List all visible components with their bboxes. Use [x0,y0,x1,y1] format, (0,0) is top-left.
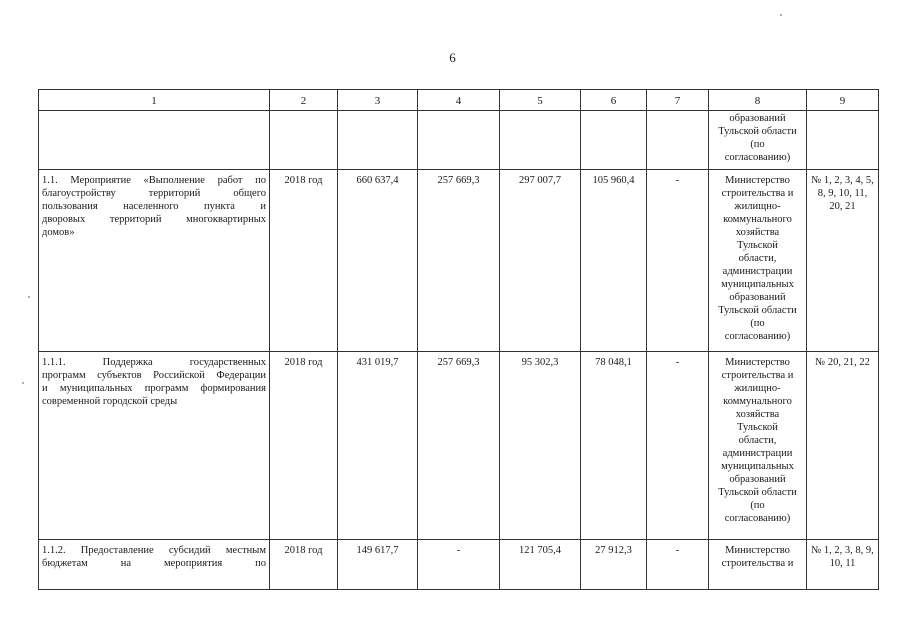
responsible-line: согласованию) [724,331,791,342]
responsible-line: Министерство [725,357,790,368]
indicators-line: 10, 11 [829,558,856,569]
responsible-line: Тульской [737,240,778,251]
name-line: программ субъектов Российской Федерации [42,370,266,381]
indicators-line: 8, 9, 10, 11, [817,188,868,199]
regional-cell: 95 302,3 [500,352,581,540]
responsible-cell [709,170,807,352]
responsible-line: образований [729,474,786,485]
other-cell: - [647,352,709,540]
total-cell: 431 019,7 [338,352,418,540]
indicators-cell [807,540,879,590]
table-row [39,170,879,352]
header-row [39,90,879,111]
responsible-line: области, [738,253,777,264]
regional-cell: 121 705,4 [500,540,581,590]
responsible-line: Тульской [737,422,778,433]
responsible-cell [709,111,807,170]
scan-speck [780,14,782,16]
federal-cell [418,111,500,170]
responsible-line: (по [750,139,765,150]
responsible-line: (по [750,318,765,329]
header-cell: 4 [418,90,500,111]
responsible-line: Тульской области [718,305,797,316]
name-cell [39,111,270,170]
local-cell: 105 960,4 [581,170,647,352]
regional-cell [500,111,581,170]
responsible-line: согласованию) [724,152,791,163]
header-cell: 2 [270,90,338,111]
responsible-line: хозяйства [735,227,780,238]
federal-cell: 257 669,3 [418,170,500,352]
responsible-line: Министерство [725,175,790,186]
name-line: домов» [42,227,75,238]
responsible-line: области, [738,435,777,446]
responsible-line: муниципальных [721,461,794,472]
responsible-line: строительства и [721,558,794,569]
name-line: бюджетам на мероприятия по [42,558,266,569]
indicators-line: № 1, 2, 3, 8, 9, [811,545,874,556]
name-cell [39,540,270,590]
continuation-row [39,111,879,170]
federal-cell: 257 669,3 [418,352,500,540]
responsible-line: образований [729,292,786,303]
other-cell [647,111,709,170]
responsible-cell [709,540,807,590]
name-cell [39,170,270,352]
responsible-line: администрации [722,266,793,277]
responsible-line: жилищно- [734,201,781,212]
scan-speck [28,296,30,298]
name-line: пользования населенного пункта и [42,201,266,212]
other-cell: - [647,170,709,352]
program-table [38,89,879,590]
name-line: 1.1. Мероприятие «Выполнение работ по [42,175,266,186]
scan-speck [22,382,24,384]
header-cell: 3 [338,90,418,111]
total-cell [338,111,418,170]
name-cell [39,352,270,540]
responsible-line: жилищно- [734,383,781,394]
responsible-line: (по [750,500,765,511]
year-cell: 2018 год [270,540,338,590]
indicators-line: № 20, 21, 22 [815,357,870,368]
indicators-cell [807,352,879,540]
indicators-cell [807,170,879,352]
name-line: и муниципальных программ формирования [42,383,266,394]
total-cell: 660 637,4 [338,170,418,352]
year-cell [270,111,338,170]
responsible-line: Тульской области [718,126,797,137]
responsible-line: образований [729,113,786,124]
responsible-line: администрации [722,448,793,459]
local-cell: 78 048,1 [581,352,647,540]
regional-cell: 297 007,7 [500,170,581,352]
responsible-line: согласованию) [724,513,791,524]
responsible-line: коммунального [723,396,792,407]
name-line: современной городской среды [42,396,178,407]
federal-cell: - [418,540,500,590]
indicators-line: № 1, 2, 3, 4, 5, [811,175,874,186]
header-cell: 8 [709,90,807,111]
responsible-line: Тульской области [718,487,797,498]
table-row [39,540,879,590]
responsible-line: хозяйства [735,409,780,420]
name-line: 1.1.1. Поддержка государственных [42,357,266,368]
other-cell: - [647,540,709,590]
header-cell: 6 [581,90,647,111]
name-line: благоустройству территорий общего [42,188,266,199]
local-cell: 27 912,3 [581,540,647,590]
responsible-line: Министерство [725,545,790,556]
header-cell: 1 [39,90,270,111]
header-cell: 7 [647,90,709,111]
year-cell: 2018 год [270,170,338,352]
local-cell [581,111,647,170]
responsible-line: коммунального [723,214,792,225]
header-cell: 9 [807,90,879,111]
name-line: дворовых территорий многоквартирных [42,214,266,225]
header-cell: 5 [500,90,581,111]
year-cell: 2018 год [270,352,338,540]
name-line: 1.1.2. Предоставление субсидий местным [42,545,266,556]
total-cell: 149 617,7 [338,540,418,590]
indicators-line: 20, 21 [829,201,856,212]
responsible-line: строительства и [721,370,794,381]
responsible-line: муниципальных [721,279,794,290]
table-row [39,352,879,540]
page-number: 6 [449,50,456,65]
responsible-cell [709,352,807,540]
responsible-line: строительства и [721,188,794,199]
indicators-cell [807,111,879,170]
